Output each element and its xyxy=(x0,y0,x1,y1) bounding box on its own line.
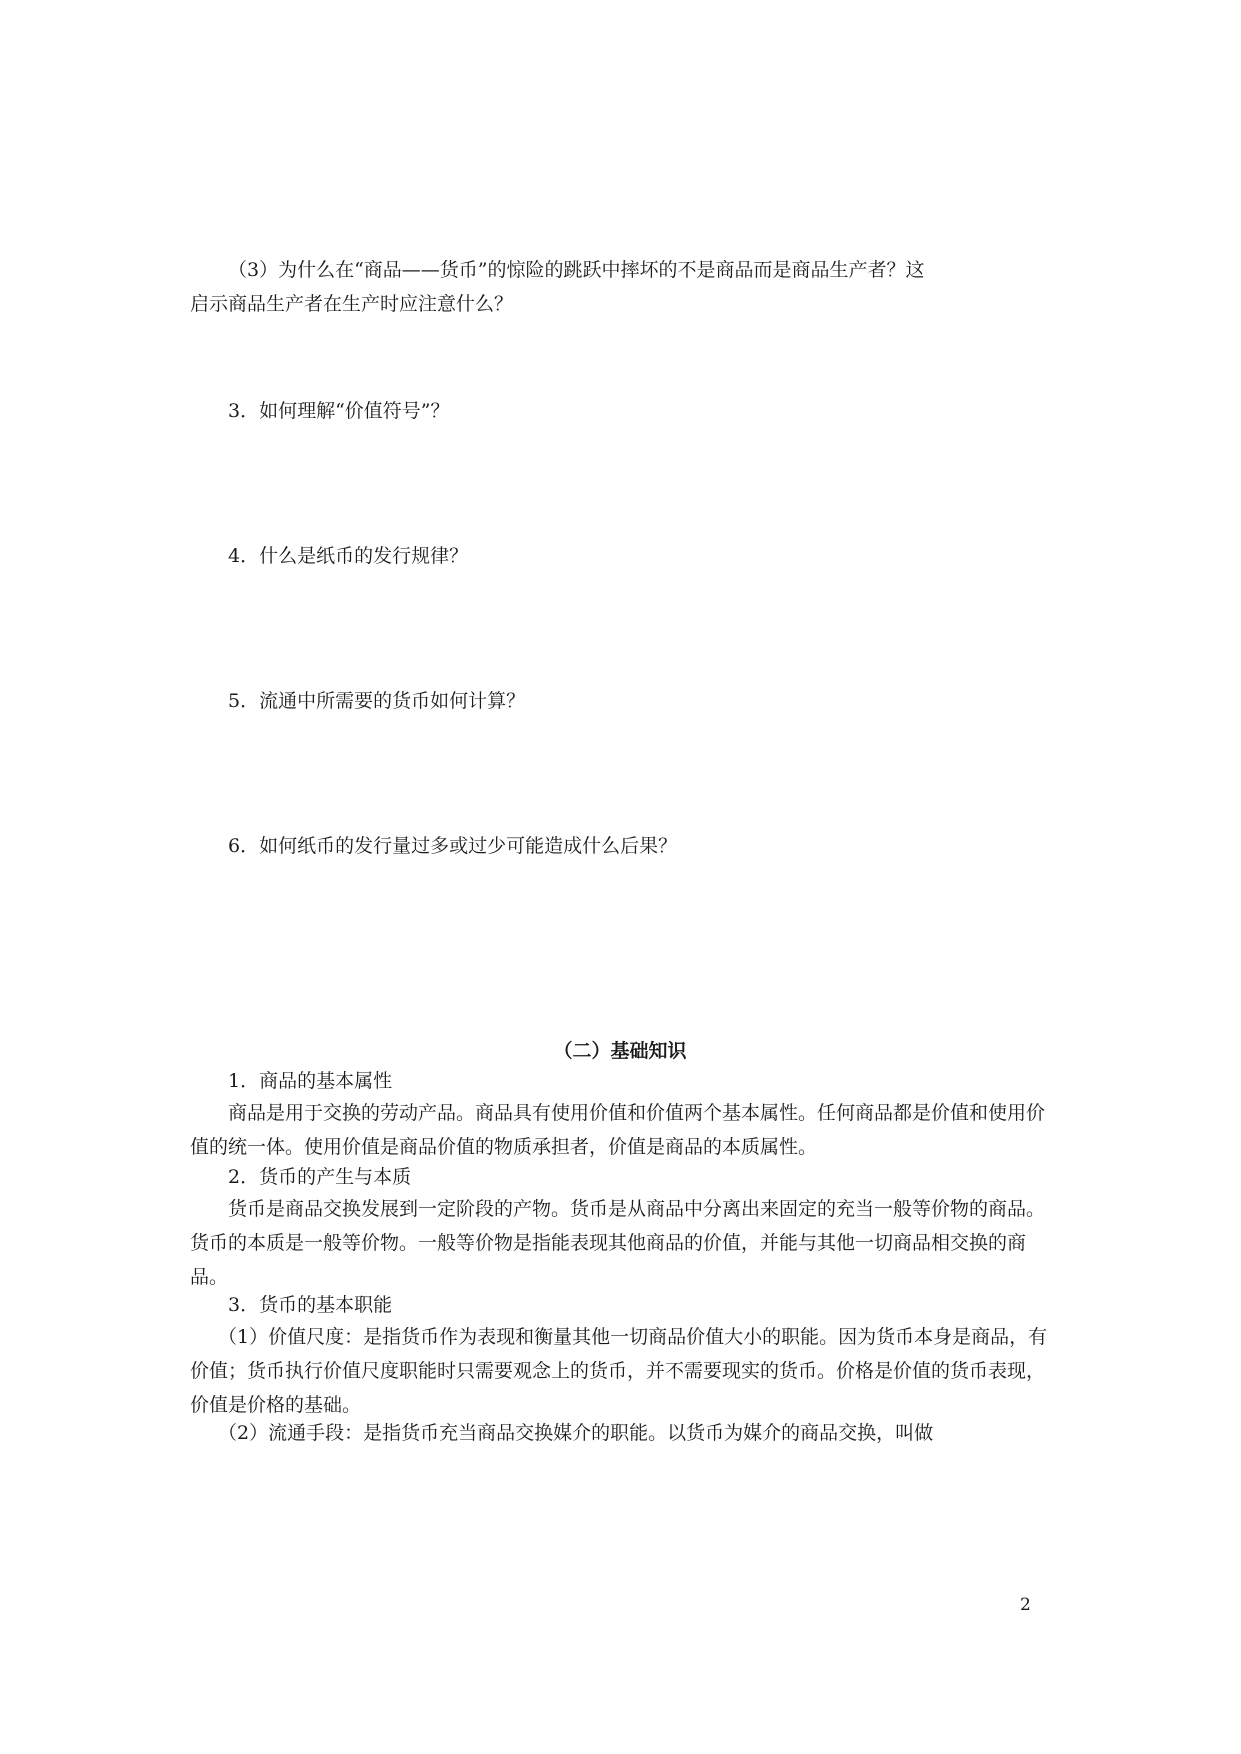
item3-sub1: （1）价值尺度：是指货币作为表现和衡量其他一切商品价值大小的职能。因为货币本身是商品，有价值；货币执行价值尺度职能时只需要观念上的货币，并不需要现实的货币。价格是价值的货币表现，价值是价格的基础。 xyxy=(190,1326,1048,1416)
question-3: 3．如何理解“价值符号”？ xyxy=(228,400,450,422)
item1-body: 商品是用于交换的劳动产品。商品具有使用价值和价值两个基本属性。任何商品都是价值和使用价值的统一体。使用价值是商品价值的物质承担者，价值是商品的本质属性。 xyxy=(190,1102,1046,1158)
item3-title: 3．货币的基本职能 xyxy=(228,1294,393,1316)
section-heading: （二）基础知识 xyxy=(553,1040,687,1062)
question-2-3-line2: 启示商品生产者在生产时应注意什么？ xyxy=(190,293,514,315)
question-2-3 xyxy=(190,253,1050,321)
question-4: 4．什么是纸币的发行规律？ xyxy=(228,545,469,567)
question-6: 6．如何纸币的发行量过多或过少可能造成什么后果？ xyxy=(228,835,678,857)
question-2-3-line1: （3）为什么在“商品——货币”的惊险的跳跃中摔坏的不是商品而是商品生产者？这 xyxy=(228,259,925,281)
item3-sub2: （2）流通手段：是指货币充当商品交换媒介的职能。以货币为媒介的商品交换，叫做 xyxy=(218,1422,934,1444)
question-5: 5．流通中所需要的货币如何计算？ xyxy=(228,690,526,712)
item2-body: 货币是商品交换发展到一定阶段的产物。货币是从商品中分离出来固定的充当一般等价物的商品。货币的本质是一般等价物。一般等价物是指能表现其他商品的价值，并能与其他一切商品相交换的商品。 xyxy=(190,1198,1046,1288)
page-number: 2 xyxy=(1020,1595,1031,1615)
item1-title: 1．商品的基本属性 xyxy=(228,1070,393,1092)
item2-title: 2．货币的产生与本质 xyxy=(228,1166,412,1188)
